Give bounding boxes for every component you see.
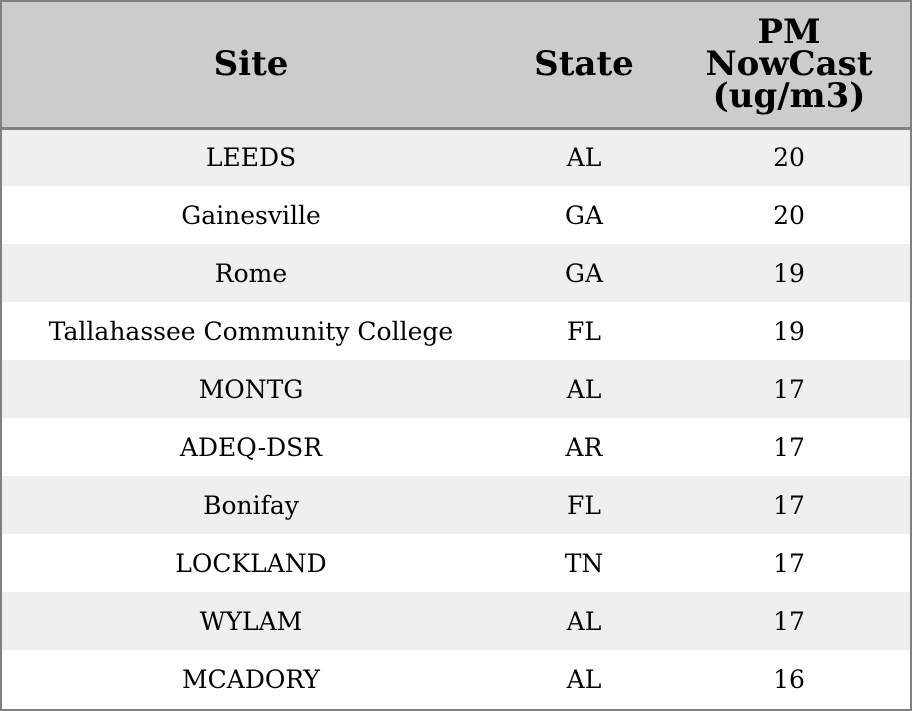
table-row (2, 650, 910, 708)
pm-header-line-2: NowCast (705, 44, 873, 85)
table-header (2, 2, 910, 128)
table-row (2, 302, 910, 360)
cell-site: Gainesville (181, 200, 321, 230)
cell-pm: 17 (773, 490, 805, 520)
cell-state: FL (567, 316, 601, 346)
cell-site: WYLAM (199, 606, 303, 636)
cell-site: LEEDS (205, 143, 297, 173)
cell-state: AL (566, 664, 602, 694)
table-row (2, 128, 910, 186)
table-row (2, 592, 910, 650)
cell-state: FL (567, 490, 601, 520)
cell-pm: 19 (773, 316, 805, 346)
cell-pm: 17 (773, 432, 805, 462)
cell-pm: 20 (773, 143, 805, 173)
cell-site: ADEQ-DSR (179, 432, 323, 462)
cell-pm: 20 (773, 200, 805, 230)
cell-site: Rome (214, 258, 288, 288)
table-row (2, 534, 910, 592)
cell-site: Tallahassee Community College (48, 316, 454, 346)
cell-site: MCADORY (182, 664, 320, 694)
table-row (2, 360, 910, 418)
cell-site: MONTG (198, 374, 304, 404)
pm-header-line-1: PM (757, 12, 821, 53)
column-header-site: Site (2, 2, 500, 128)
data-table (2, 2, 910, 708)
cell-state: GA (564, 258, 604, 288)
cell-state: AR (565, 432, 603, 462)
column-header-pm-nowcast (668, 2, 910, 128)
cell-state: AL (566, 143, 602, 173)
table-row (2, 186, 910, 244)
header-row (2, 2, 910, 128)
cell-pm: 17 (773, 606, 805, 636)
column-header-state: State (500, 2, 668, 128)
cell-state: AL (566, 606, 602, 636)
cell-state: AL (566, 374, 602, 404)
cell-site: LOCKLAND (175, 548, 327, 578)
table-row (2, 244, 910, 302)
cell-pm: 16 (773, 664, 805, 694)
cell-site: Bonifay (203, 490, 299, 520)
pm-header-line-3: (ug/m3) (712, 76, 866, 117)
cell-pm: 17 (773, 374, 805, 404)
table-row (2, 418, 910, 476)
table-body (2, 128, 910, 708)
table-row (2, 476, 910, 534)
cell-pm: 19 (773, 258, 805, 288)
cell-state: TN (564, 548, 604, 578)
cell-pm: 17 (773, 548, 805, 578)
cell-state: GA (564, 200, 604, 230)
